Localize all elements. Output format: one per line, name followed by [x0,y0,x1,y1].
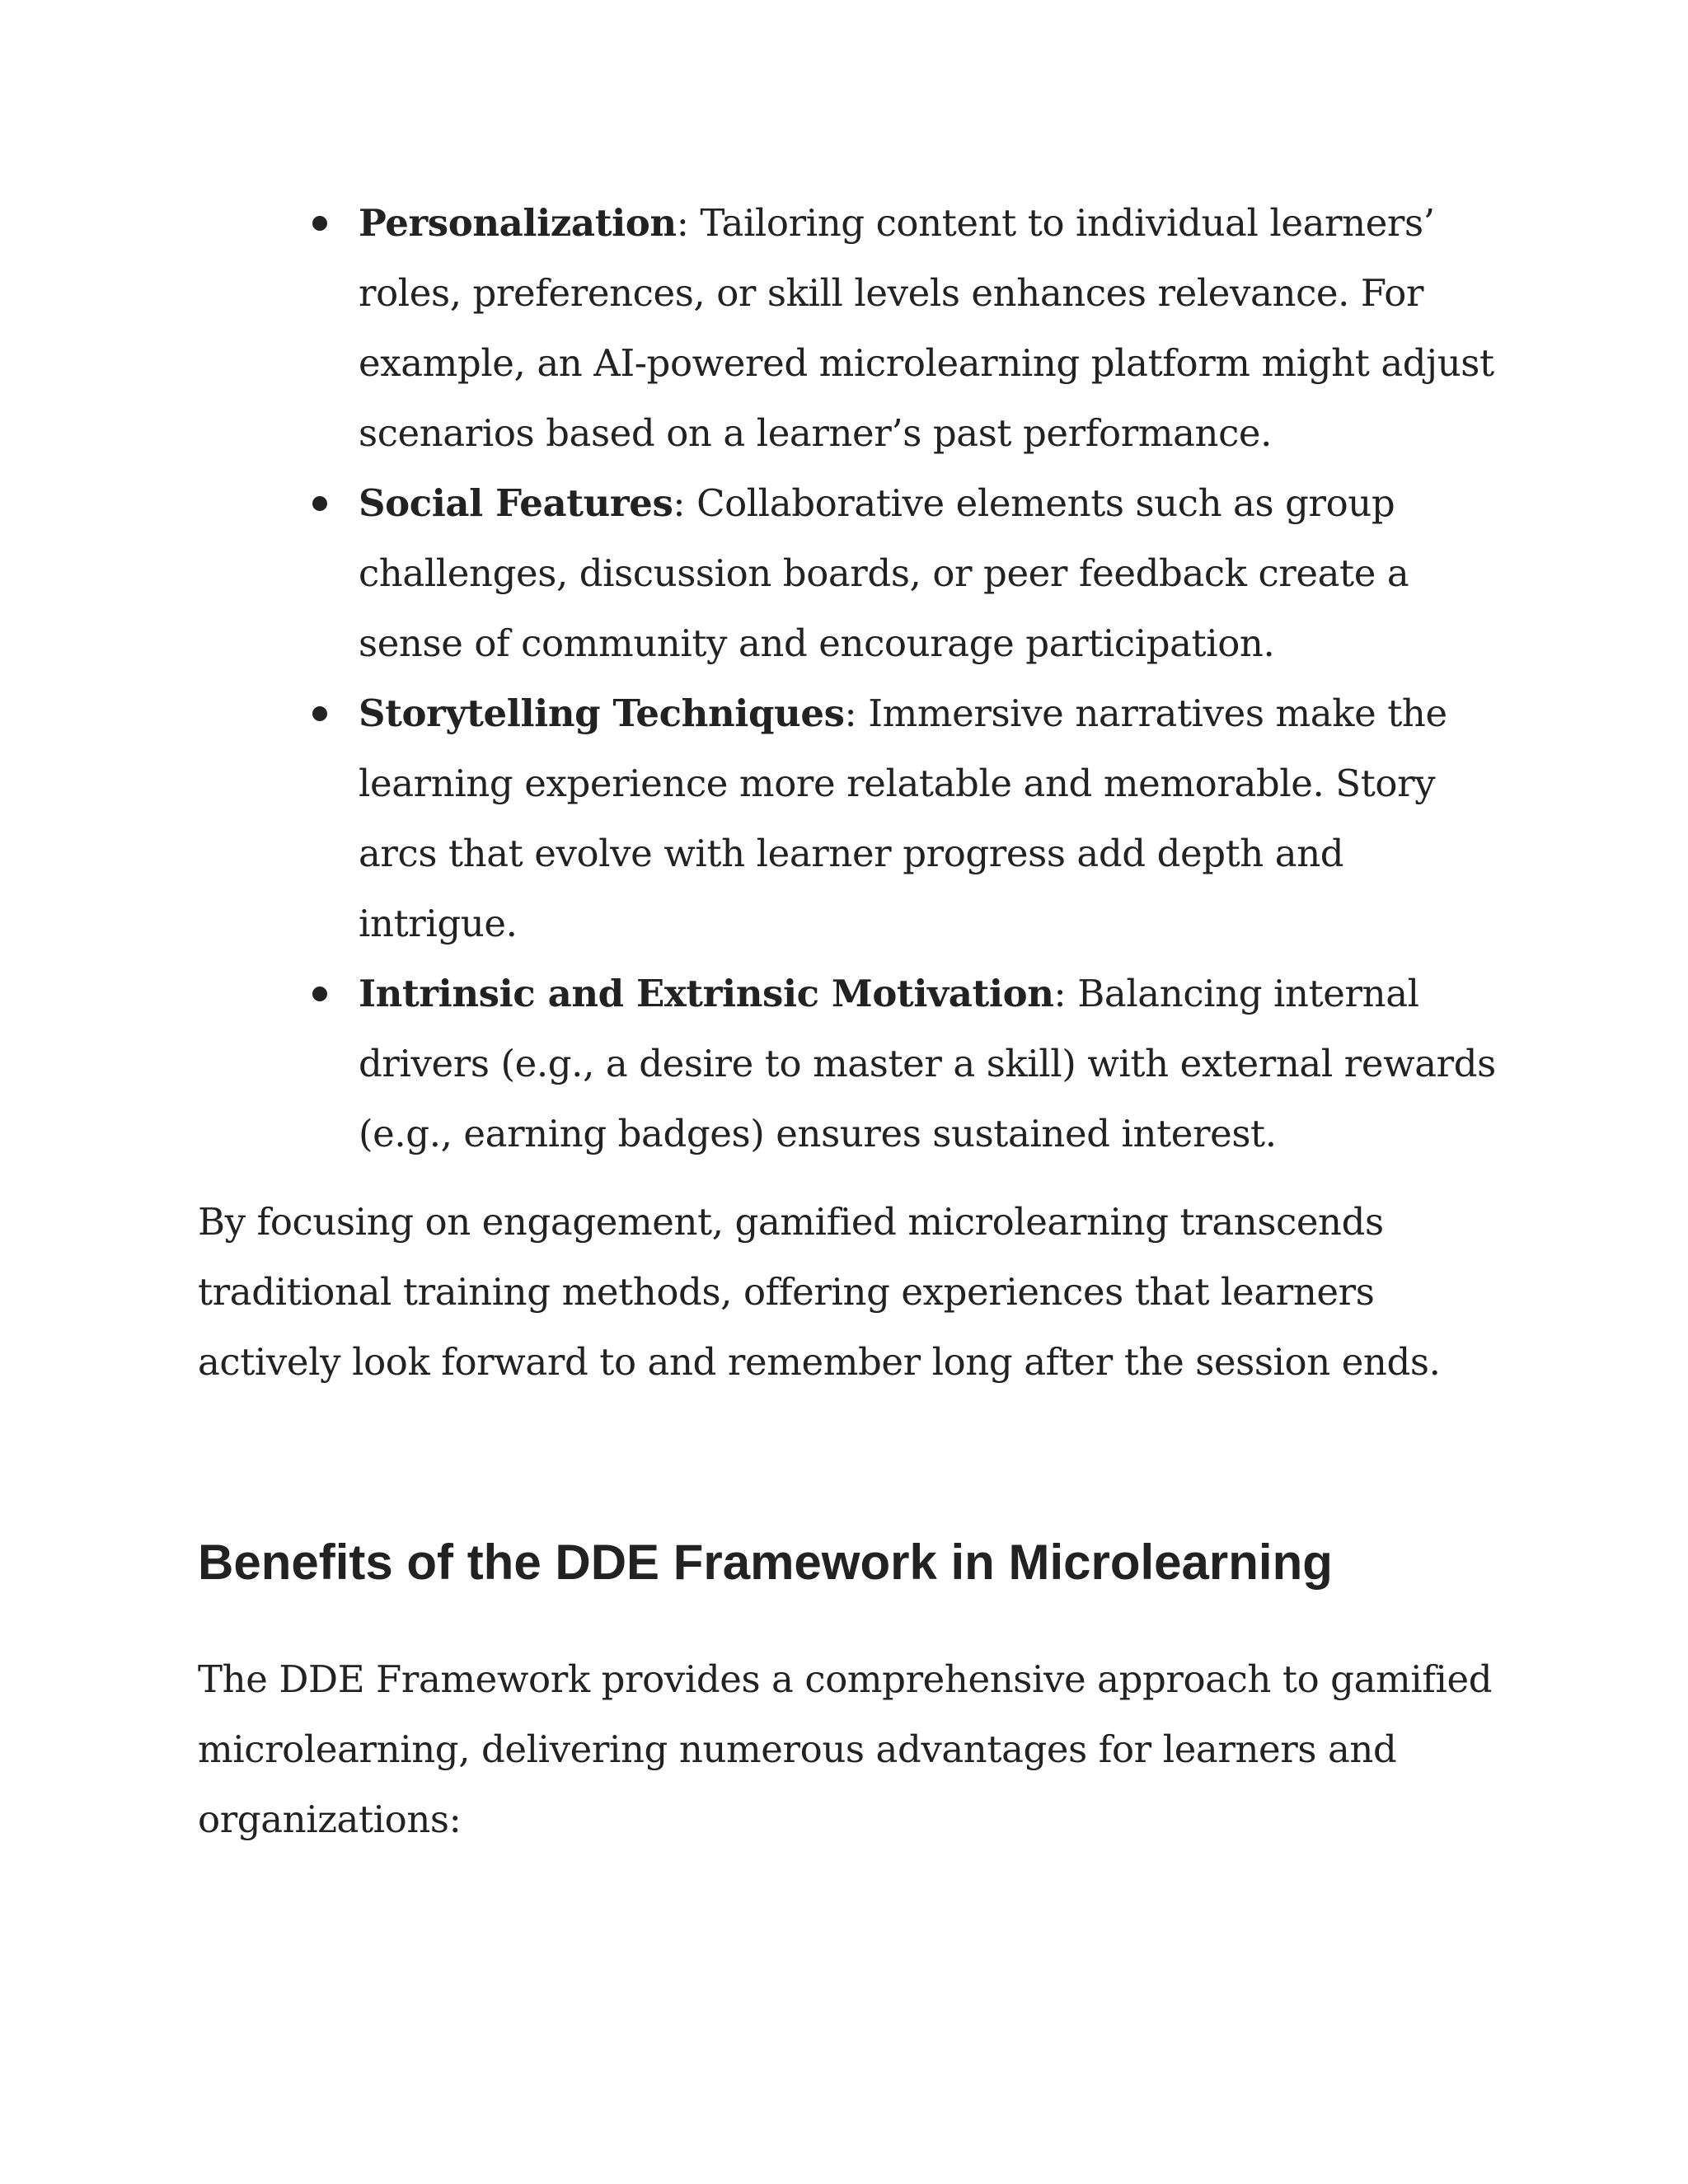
bullet-text: Immersive narratives make the learning experience more relatable and memorable. Story arcs that evolve with learner progress add depth and intrigue. [359,691,1447,945]
bullet-text: Collaborative elements such as group challenges, discussion boards, or peer feedback create a sense of community and encourage participation. [359,481,1409,665]
bullet-dot-icon [312,987,327,1001]
bullet-text: Balancing internal drivers (e.g., a desire to master a skill) with external rewards (e.g., earning badges) ensures sustained interest. [359,972,1496,1155]
bullet-separator: : [676,201,701,245]
bullet-separator: : [844,691,869,735]
bullet-personalization [309,188,1496,468]
bullet-dot-icon [312,216,327,231]
bullet-separator: : [673,481,697,525]
bullet-text: Tailoring content to individual learners’ roles, preferences, or skill levels enhances relevance. For example, an AI-powered microlearning platform might adjust scenarios based on a learner’s past performance. [359,201,1494,455]
section-heading: Benefits of the DDE Framework in Microlearning [198,1535,1333,1590]
summary-paragraph: By focusing on engagement, gamified microlearning transcends traditional training methods, offering experiences that learners actively look forward to and remember long after the session ends. [198,1200,1441,1384]
bullet-dot-icon [312,496,327,511]
bullet-term: Social Features [359,481,673,525]
bullet-social-features [309,468,1496,678]
bullet-separator: : [1053,972,1078,1015]
bullet-storytelling-techniques [309,678,1496,958]
bullet-term: Personalization [359,201,677,245]
bullet-motivation [309,958,1496,1169]
engagement-bullet-list [309,188,1496,1169]
bullet-term: Intrinsic and Extrinsic Motivation [359,972,1054,1015]
intro-paragraph: The DDE Framework provides a comprehensive approach to gamified microlearning, delivering numerous advantages for learners and organizations: [198,1657,1493,1841]
bullet-term: Storytelling Techniques [359,691,845,735]
bullet-dot-icon [312,706,327,721]
